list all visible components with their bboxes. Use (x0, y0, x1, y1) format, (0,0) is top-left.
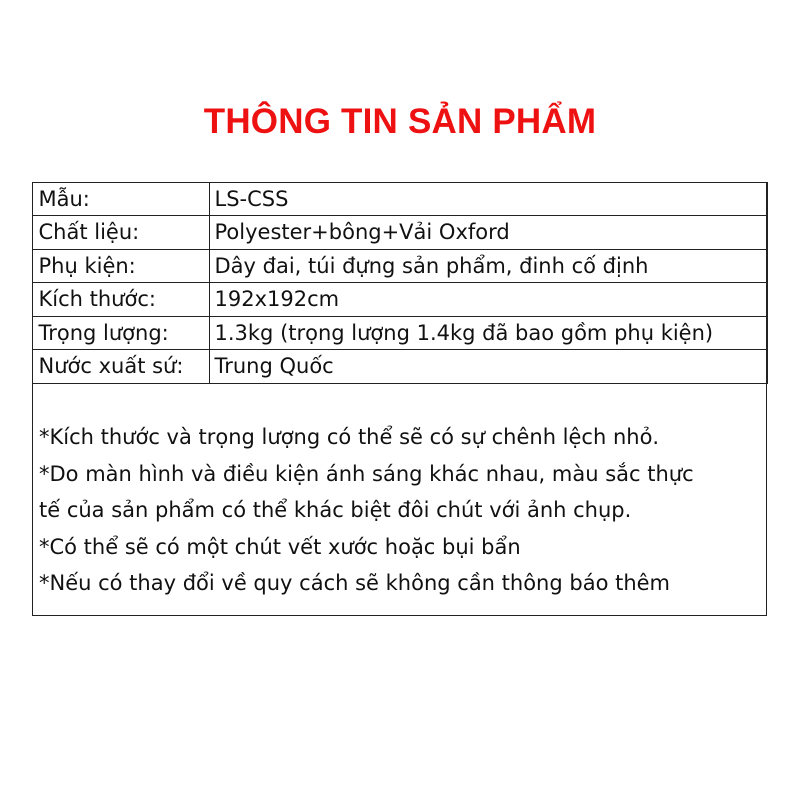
spec-table (32, 182, 768, 384)
spec-value-origin: Trung Quốc (209, 350, 767, 384)
spec-label-weight: Trọng lượng: (32, 316, 209, 350)
note-line: *Nếu có thay đổi về quy cách sẽ không cần thông báo thêm (39, 571, 671, 595)
note-line: tế của sản phẩm có thể khác biệt đôi chút với ảnh chụp. (39, 498, 632, 522)
product-info-sheet (32, 182, 767, 616)
spec-label-accessories: Phụ kiện: (32, 249, 209, 283)
spec-label-size: Kích thước: (32, 283, 209, 317)
table-row (32, 316, 767, 350)
note-line: *Do màn hình và điều kiện ánh sáng khác nhau, màu sắc thực (39, 461, 694, 486)
table-row (32, 350, 767, 384)
spec-label-origin: Nước xuất sứ: (32, 350, 209, 384)
spec-value-weight: 1.3kg (trọng lượng 1.4kg đã bao gồm phụ kiện) (209, 316, 767, 350)
table-row (32, 249, 767, 283)
note-line: *Có thể sẽ có một chút vết xước hoặc bụi bẩn (39, 534, 521, 559)
table-row (32, 216, 767, 250)
spec-value-material: Polyester+bông+Vải Oxford (209, 216, 767, 250)
spec-label-model: Mẫu: (32, 182, 209, 216)
note-line: *Kích thước và trọng lượng có thể sẽ có sự chênh lệch nhỏ. (39, 425, 660, 449)
table-row (32, 283, 767, 317)
spec-label-material: Chất liệu: (32, 216, 209, 250)
spec-value-size: 192x192cm (209, 283, 767, 317)
notes-section (39, 419, 765, 602)
page-title: THÔNG TIN SẢN PHẨM (203, 102, 597, 141)
spec-value-model: LS-CSS (209, 182, 767, 216)
spec-value-accessories: Dây đai, túi đựng sản phẩm, đinh cố định (209, 249, 767, 283)
table-row (32, 182, 767, 216)
